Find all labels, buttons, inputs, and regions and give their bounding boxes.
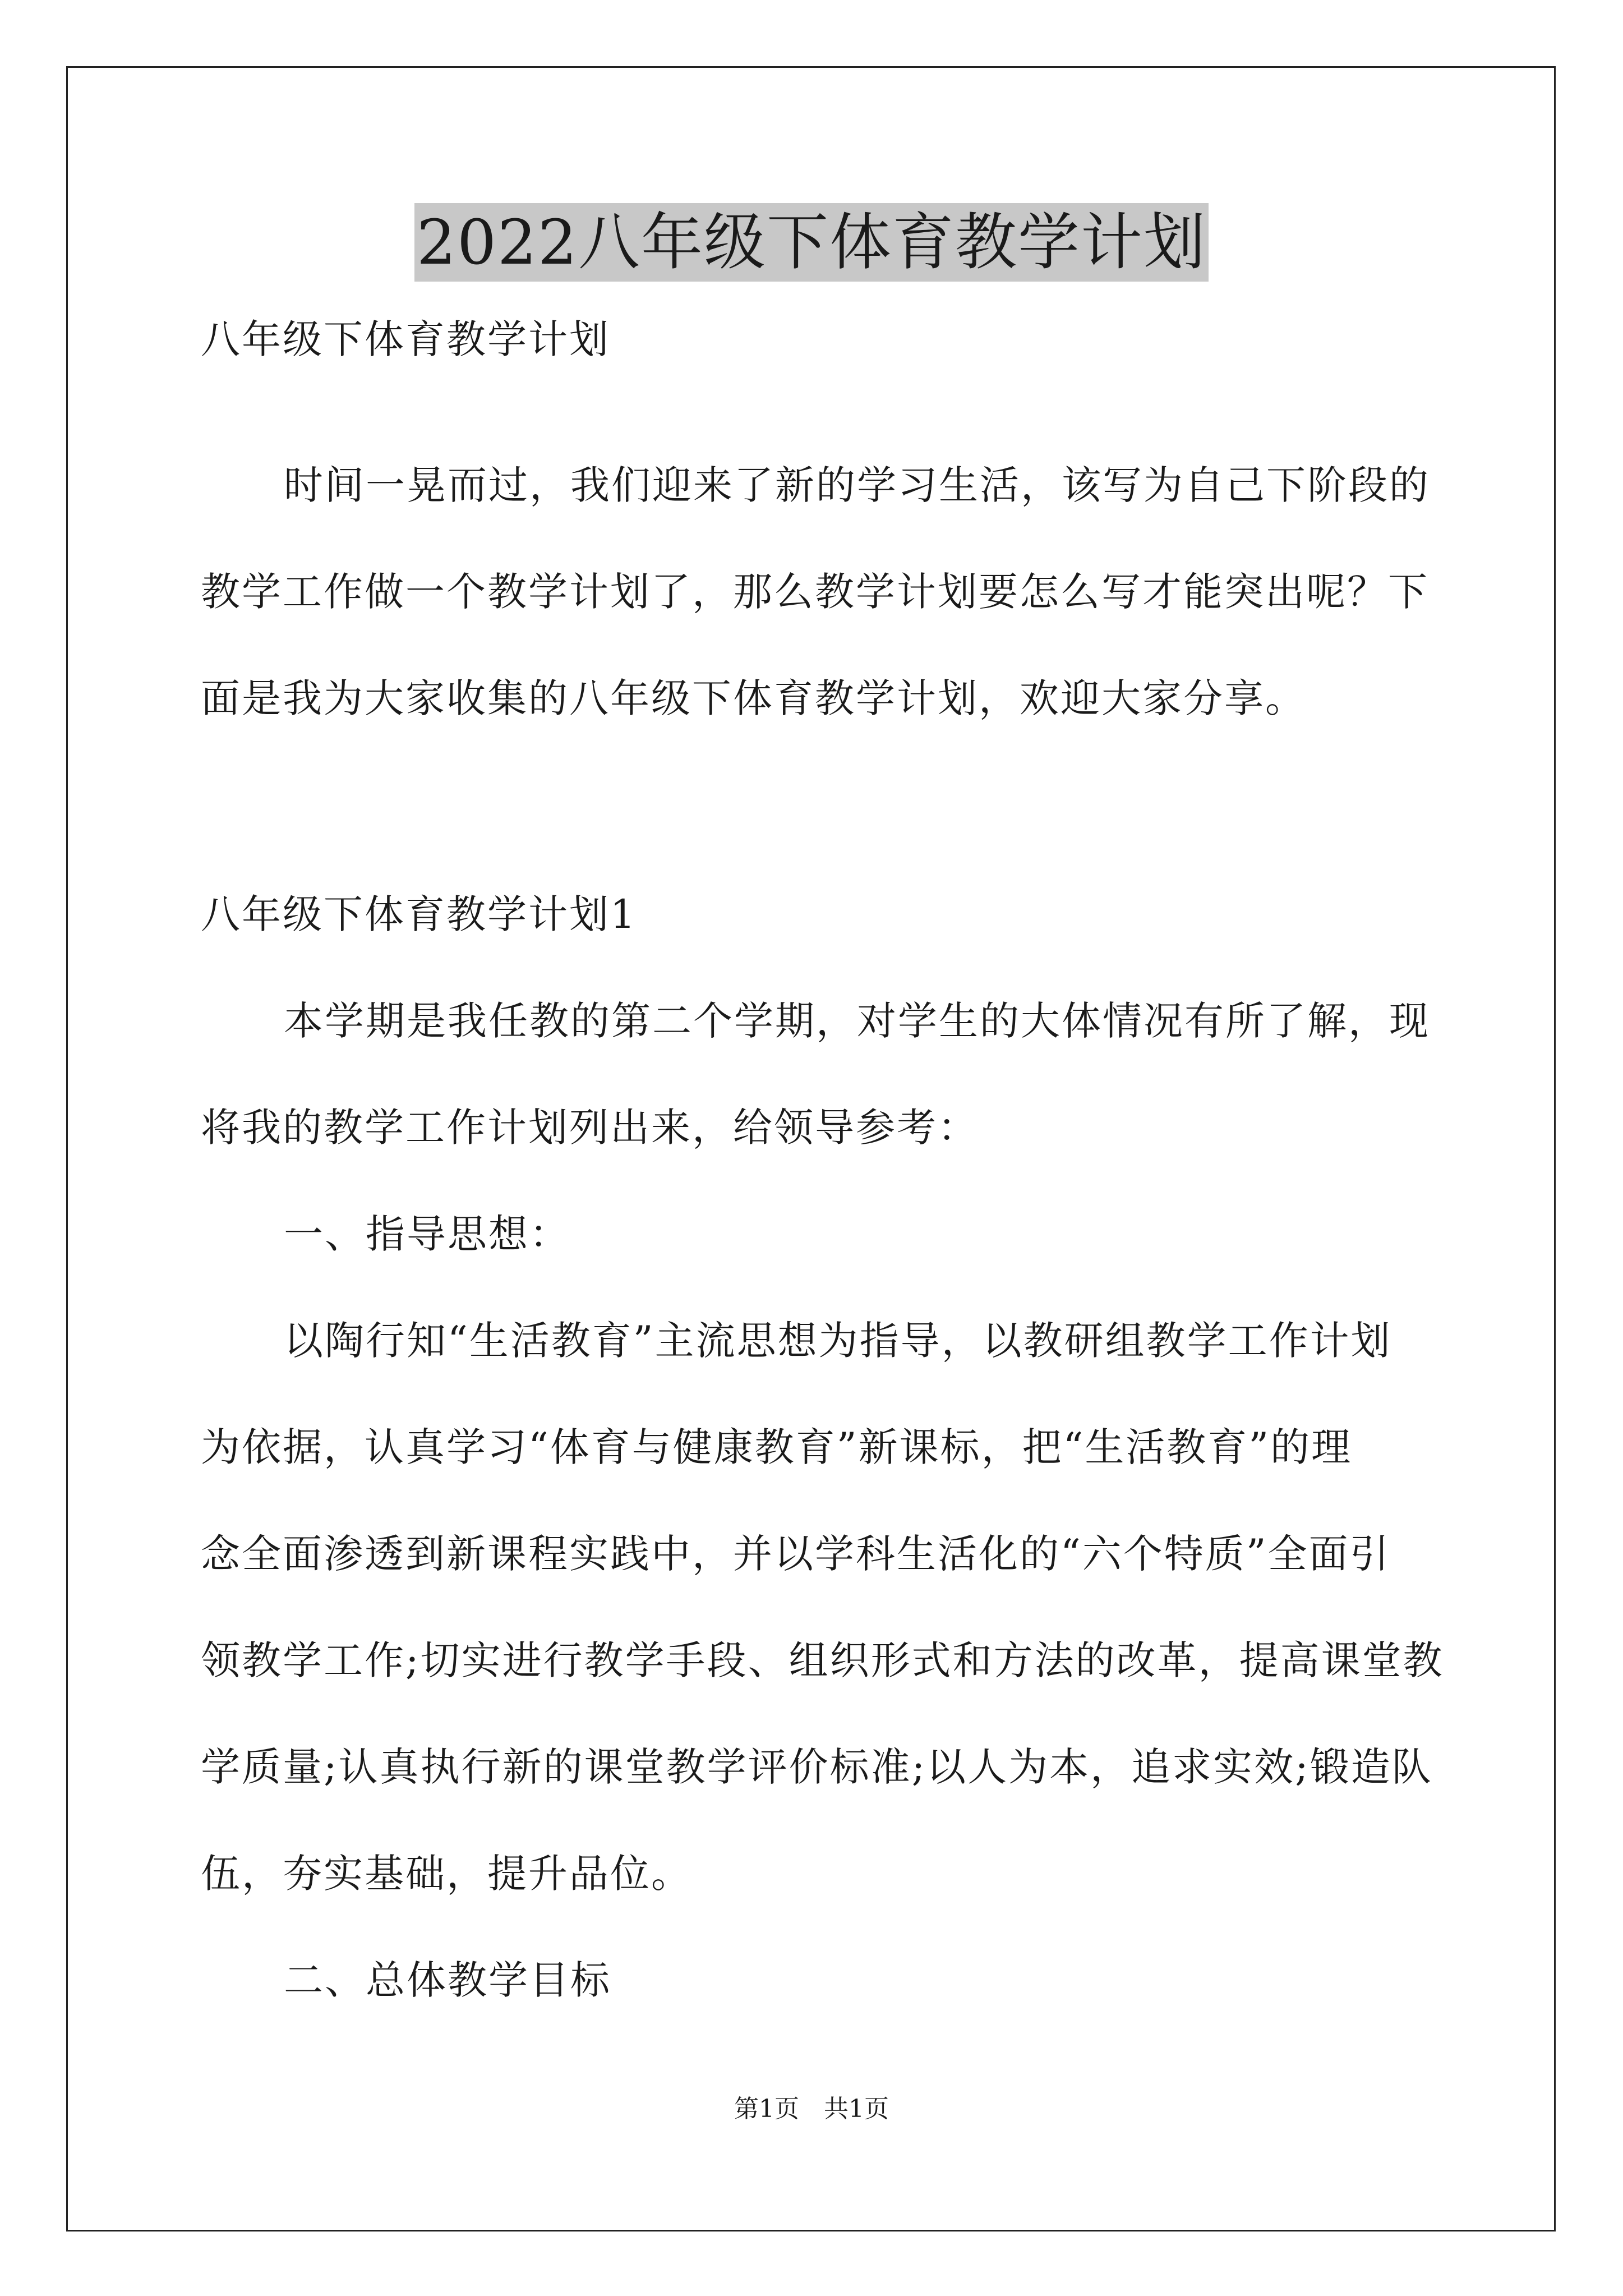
subtitle: 八年级下体育教学计划 [201, 316, 610, 362]
section-heading: 八年级下体育教学计划1 [201, 891, 637, 937]
paragraph-line: 将我的教学工作计划列出来，给领导参考： [201, 1105, 979, 1151]
document-title: 2022八年级下体育教学计划 [414, 203, 1209, 282]
paragraph-line: 学质量;认真执行新的课堂教学评价标准;以人为本，追求实效;锻造队 [201, 1744, 1433, 1790]
subsection-heading: 二、总体教学目标 [284, 1957, 611, 2003]
paragraph-line: 本学期是我任教的第二个学期，对学生的大体情况有所了解，现 [284, 998, 1430, 1044]
paragraph-line: 念全面渗透到新课程实践中，并以学科生活化的“六个特质”全面引 [201, 1531, 1391, 1577]
title-container [0, 203, 1623, 282]
page-footer: 第1页 共1页 [734, 2095, 889, 2123]
paragraph-line: 领教学工作;切实进行教学手段、组织形式和方法的改革，提高课堂教 [201, 1637, 1444, 1683]
paragraph-line: 面是我为大家收集的八年级下体育教学计划，欢迎大家分享。 [201, 675, 1306, 721]
paragraph-line: 时间一晃而过，我们迎来了新的学习生活，该写为自己下阶段的 [284, 462, 1430, 508]
paragraph-line: 教学工作做一个教学计划了，那么教学计划要怎么写才能突出呢？下 [201, 569, 1429, 615]
paragraph-line: 为依据，认真学习“体育与健康教育”新课标，把“生活教育”的理 [201, 1424, 1353, 1470]
paragraph-line: 以陶行知“生活教育”主流思想为指导，以教研组教学工作计划 [284, 1318, 1392, 1364]
subsection-heading: 一、指导思想： [284, 1211, 570, 1257]
paragraph-line: 伍，夯实基础，提升品位。 [201, 1851, 692, 1897]
